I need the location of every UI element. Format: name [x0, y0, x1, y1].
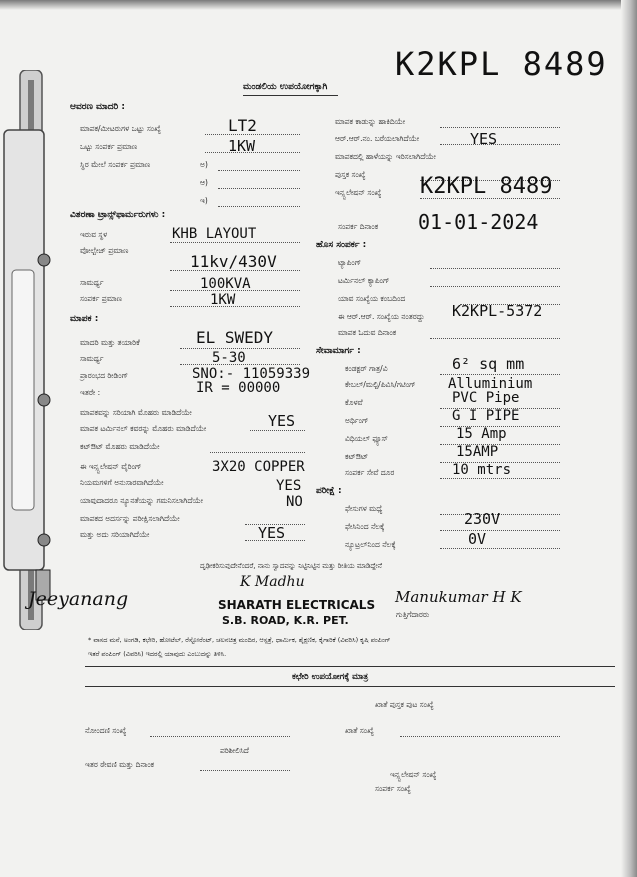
- conductor-label: ಕಂಡಕ್ಟರ್ ಗಾತ್ರ/ವಿ: [345, 364, 388, 373]
- avaran-heading: ಆವರಣ ಮಾದರಿ :: [70, 102, 126, 112]
- signature-left: Jeeyanang: [28, 588, 129, 610]
- phase-earth-line: [440, 530, 560, 531]
- phase-earth-value: 230V: [464, 510, 501, 528]
- check-q2: ಮಾಪಕ ಟರ್ಮಿನಲ್ ಕವರನ್ನು ಮೊಹರು ಮಾಡಿದೆಯೇ: [80, 424, 207, 433]
- checked-label: ಪರಿಶೀಲಿಸಿದೆ: [220, 746, 249, 755]
- sub-a-label: ಅ): [200, 160, 208, 169]
- meter-count-label: ಮಾಪಕ/ಮೀಟರುಗಳ ಒಟ್ಟು ಸಂಖ್ಯೆ: [80, 124, 161, 133]
- signature-right: Manukumar H K: [395, 588, 522, 606]
- total-load-label: ಒಟ್ಟು ಸಂಪರ್ಕ ಪ್ರಮಾಣ: [80, 142, 138, 151]
- check-a6: NO: [286, 494, 303, 510]
- reading-date-line: [430, 338, 560, 339]
- scan-edge-top: [0, 0, 637, 10]
- conductor-line: [440, 374, 560, 375]
- neutral-earth-line: [440, 548, 560, 549]
- deposit-label: ಇತರ ಠೇವಣಿ ಮತ್ತು ದಿನಾಂಕ: [85, 760, 155, 769]
- reg-number-handwritten: K2KPL 8489: [395, 45, 608, 83]
- registration-label: ನೋಂದಣಿ ಸಂಖ್ಯೆ: [85, 726, 127, 735]
- date-label: ಸಂಪರ್ಕ ದಿನಾಂಕ: [338, 222, 379, 231]
- rr-nearby-value: K2KPL-5372: [452, 302, 543, 320]
- date-value: 01-01-2024: [418, 210, 539, 234]
- declaration-text: ದೃಢೀಕರಿಸುವುದೇನೆಂದರೆ, ನಾನು ಸ್ವಾದವನ್ನು ನಿಟ್ಟಿನಿಟ್ಟಿನ ಮತ್ತು ರೀತಿಯ ಮಾಡಿದ್ದೇನೆ: [200, 562, 382, 570]
- serial-value: SNO:- 11059339: [192, 366, 311, 382]
- conn-no-label: ಸಂಪರ್ಕ ಸಂಖ್ಯೆ: [375, 784, 411, 793]
- check-a5: YES: [276, 478, 302, 494]
- main-fuse-value: 15 Amp: [456, 426, 507, 442]
- new-connection-heading: ಹೊಸ ಸಂಪರ್ಕ :: [316, 240, 367, 250]
- meter-seal-label: ಮಾಪಕದಲ್ಲಿ ಹಾಳೆಯನ್ನು ಇರಿಸಲಾಗಿದೆಯೇ: [335, 152, 436, 161]
- form-title: ಮಂಡಲಿಯ ಉಪಯೋಗಕ್ಕಾಗಿ: [243, 82, 328, 92]
- ledger-page-label: ಖಾತೆ ಪುಸ್ತಕ ಪುಟ ಸಂಖ್ಯೆ: [375, 700, 434, 709]
- earthing-label: ಅರ್ಥಿಂಗ್: [345, 416, 369, 425]
- office-use-heading: ಕಛೇರಿ ಉಪಯೋಗಕ್ಕೆ ಮಾತ್ರ: [292, 672, 369, 682]
- check-q7: ಮಾಪಕದ ಅದರ್ಸನ್ನು ಪರೀಕ್ಷಿಸಲಾಗಿದೆಯೇ: [80, 514, 180, 523]
- meter-capacity-label: ಸಾಮರ್ಥ್ಯ: [80, 354, 104, 363]
- conn-label: ಸಂಪರ್ಕ ಪ್ರಮಾಣ: [80, 294, 122, 303]
- meter-heading: ಮಾಪಕ :: [70, 314, 99, 324]
- connection-type-label: ಮಾಪಕ ಕಾಡುನ್ನು ಹಾಕಿದಿಯೇ: [335, 117, 406, 126]
- test-heading: ಪರೀಕ್ಷೆ :: [316, 486, 342, 496]
- cable-label: ಕೇಬಲ್/ಮಲ್ಟಿ/ಪಿವಿಸಿ/ಗಟಿಂಗ್: [345, 380, 416, 389]
- tapping-line: [430, 268, 560, 269]
- check-a1: YES: [268, 412, 296, 430]
- sub-c-label: ಇ): [200, 196, 208, 205]
- rr-value: YES: [470, 130, 498, 148]
- installation-no-label: ಇನ್ಸ್ಟಲೇಷನ್ ಸಂಖ್ಯೆ: [390, 770, 437, 779]
- phase-neutral-label: ಫೇಸುಗಳ ಮಧ್ಯೆ: [345, 504, 383, 513]
- note-line-1: * ವಾಸದ ಮನೆ, ಅಂಗಡಿ, ಕಛೇರಿ, ಹೋಟೆಲ್, ರೆಸ್ಟೋರೆಂಟ್, ಚಲನಚಿತ್ರ ಮಂದಿರ, ಆಸ್ಪತ್ರೆ, ಧಾರ್ಮಿಕ, ಶೈಕ್ಷಣಿಕ, ಕೈಗಾರಿಕೆ (ವಿವರಿಸಿ) ಕೃಷಿ ಪಂಪಿಂಗ್: [88, 636, 391, 644]
- reading-label: ಪ್ರಾರಂಭದ ರೀಡಿಂಗ್: [80, 371, 129, 380]
- location-label: ಇರುವ ಸ್ಥಳ: [80, 230, 108, 239]
- voltage-line: [170, 270, 300, 271]
- installation-value: K2KPL 8489: [420, 174, 553, 199]
- sub-b-label: ಆ): [200, 178, 208, 187]
- check-a4: 3X20 COPPER: [212, 459, 305, 475]
- distance-label: ಸಂಪರ್ಕ ಸೇವೆ ದೂರ: [345, 468, 395, 477]
- phase-earth-label: ಫೇಸಿನಿಂದ ನೆಲಕ್ಕೆ: [345, 522, 385, 531]
- pipe-value: PVC Pipe: [452, 390, 520, 406]
- reading-date-label: ಮಾಪಕ ಓದುವ ದಿನಾಂಕ: [338, 328, 397, 337]
- location-line: [170, 242, 300, 243]
- contractor-label: ಗುತ್ತಿಗೆದಾರರು: [396, 610, 430, 619]
- rr-line: [440, 144, 560, 145]
- tripping-line: [430, 286, 560, 287]
- distance-value: 10 mtrs: [452, 462, 512, 478]
- meter-capacity-line: [180, 364, 300, 365]
- check-q4: ಈ ಇನ್ಸ್ಟಲೇಷನ್ ವೈರಿಂಗ್: [80, 462, 142, 471]
- stamp-address: S.B. ROAD, K.R. PET.: [222, 614, 349, 627]
- note-line-2: ಇತರೆ ಪಂಪಿಂಗ್ (ವಿವರಿಸಿ) ಇದರಲ್ಲಿ ಯಾವುದು ಎಂಬುದನ್ನು ತಿಳಿಸಿ.: [88, 650, 227, 658]
- pipe-label: ಕೊಳವೆ: [345, 398, 363, 407]
- stamp-name: SHARATH ELECTRICALS: [218, 598, 376, 612]
- conductor-value: 6² sq mm: [452, 355, 525, 373]
- book-number-label: ಪುಸ್ತಕ ಸಂಖ್ಯೆ: [335, 170, 366, 179]
- location-value: KHB LAYOUT: [172, 226, 257, 242]
- divider-2: [85, 686, 615, 687]
- title-underline: [243, 95, 338, 96]
- neutral-earth-value: 0V: [468, 530, 487, 548]
- voltage-value: 11kv/430V: [190, 252, 277, 271]
- installation-label: ಇನ್ಸ್ಟಲೇಷನ್ ಸಂಖ್ಯೆ: [335, 188, 382, 197]
- registration-line: [150, 736, 290, 737]
- meter-count-value: LT2: [228, 116, 257, 135]
- cable-value: Alluminium: [448, 376, 533, 392]
- voltage-label: ವೋಲ್ಟೇಜ್ ಪ್ರಮಾಣ: [80, 246, 129, 255]
- account-line: [400, 736, 560, 737]
- cutout-value: 15AMP: [456, 444, 499, 460]
- main-fuse-label: ವಿಧಿಯಲ್ ಫ್ಯೂಸ್: [345, 434, 388, 443]
- binder-clip-icon: [0, 70, 68, 630]
- check-a1-line: [250, 430, 305, 431]
- connection-type-line: [440, 127, 560, 128]
- check-a8: YES: [258, 524, 286, 542]
- check-q6: ಯಾವುದಾದರೂ ನ್ಯೂನತೆಯನ್ನು ಗಮನಿಸಲಾಗಿದೆಯೇ: [80, 496, 204, 505]
- installation-line: [420, 198, 560, 199]
- check-q5: ನಿಯಮಗಳಿಗೆ ಅನುಸಾರವಾಗಿದೆಯೇ: [80, 478, 164, 487]
- make-line: [180, 348, 300, 349]
- meter-capacity-value: 5-30: [212, 350, 246, 366]
- total-load-value: 1KW: [228, 137, 256, 155]
- signature-mid: K Madhu: [240, 574, 305, 590]
- earthing-value: G I PIPE: [452, 408, 520, 424]
- sub-b-line: [218, 188, 300, 189]
- rr-label: ಆರ್.ಆರ್.ನಂ. ಬರೆಯಲಾಗಿದೆಯೇ: [335, 134, 420, 143]
- conn-value: 1KW: [210, 292, 236, 308]
- deposit-line: [200, 770, 290, 771]
- cutout-label: ಕಟ್‌ಔಟ್: [345, 452, 369, 461]
- check-q1: ಮಾಪಕವನ್ನು ಸರಿಯಾಗಿ ಮೊಹರು ಮಾಡಿದೆಯೇ: [80, 408, 192, 417]
- rr-nearby-label: ಈ ಆರ್.ಆರ್. ಸಂಖ್ಯೆಯ ನಂತರದ್ದು: [338, 312, 425, 321]
- transformer-heading: ವಿತರಣಾ ಟ್ರಾನ್ಸ್‌ಫಾರ್ಮರುಗಳು :: [70, 210, 166, 220]
- sub-c-line: [218, 206, 300, 207]
- capacity-value: 100KVA: [200, 276, 251, 292]
- sub-a-line: [218, 170, 300, 171]
- conn-line: [170, 306, 300, 307]
- make-label: ಮಾದರಿ ಮತ್ತು ತಯಾರಿಕೆ: [80, 338, 140, 347]
- tripping-label: ಟರ್ಮಿನಲ್ ಕ್ಯಾಪಿಂಗ್: [338, 276, 390, 285]
- check-q3: ಕಟ್‌ಔಟ್ ಮೊಹರು ಮಾಡಿದೆಯೇ: [80, 442, 160, 451]
- others-label: ಇತರೇ :: [80, 388, 101, 397]
- make-value: EL SWEDY: [196, 328, 274, 347]
- capacity-line: [170, 290, 300, 291]
- account-label: ಖಾತೆ ಸಂಖ್ಯೆ: [345, 726, 374, 735]
- which-pole-label: ಯಾವ ಸಂಖ್ಯೆಯ ಕಂಬದಿಂದ: [338, 294, 406, 303]
- load-detail-label: ಸ್ಥಿರ ಮೇಲೆ ಸಂಪರ್ಕ ಪ್ರಮಾಣ: [80, 160, 151, 169]
- distance-line: [440, 478, 560, 479]
- scan-edge-right: [621, 0, 637, 877]
- neutral-earth-label: ನ್ಯೂಟ್ರಲ್‌ನಿಂದ ನೆಲಕ್ಕೆ: [345, 540, 396, 549]
- ir-value: IR = 00000: [196, 380, 281, 396]
- tapping-label: ಟ್ಯಾಪಿಂಗ್: [338, 258, 362, 267]
- capacity-label: ಸಾಮರ್ಥ್ಯ: [80, 278, 104, 287]
- service-heading: ಸೇವಾಮಾರ್ಗ :: [316, 346, 361, 356]
- check-q3-line: [210, 452, 305, 453]
- divider-1: [85, 666, 615, 667]
- check-q8: ಮತ್ತು ಅದು ಸರಿಯಾಗಿದೆಯೇ: [80, 530, 150, 539]
- check-a8-line: [245, 540, 305, 541]
